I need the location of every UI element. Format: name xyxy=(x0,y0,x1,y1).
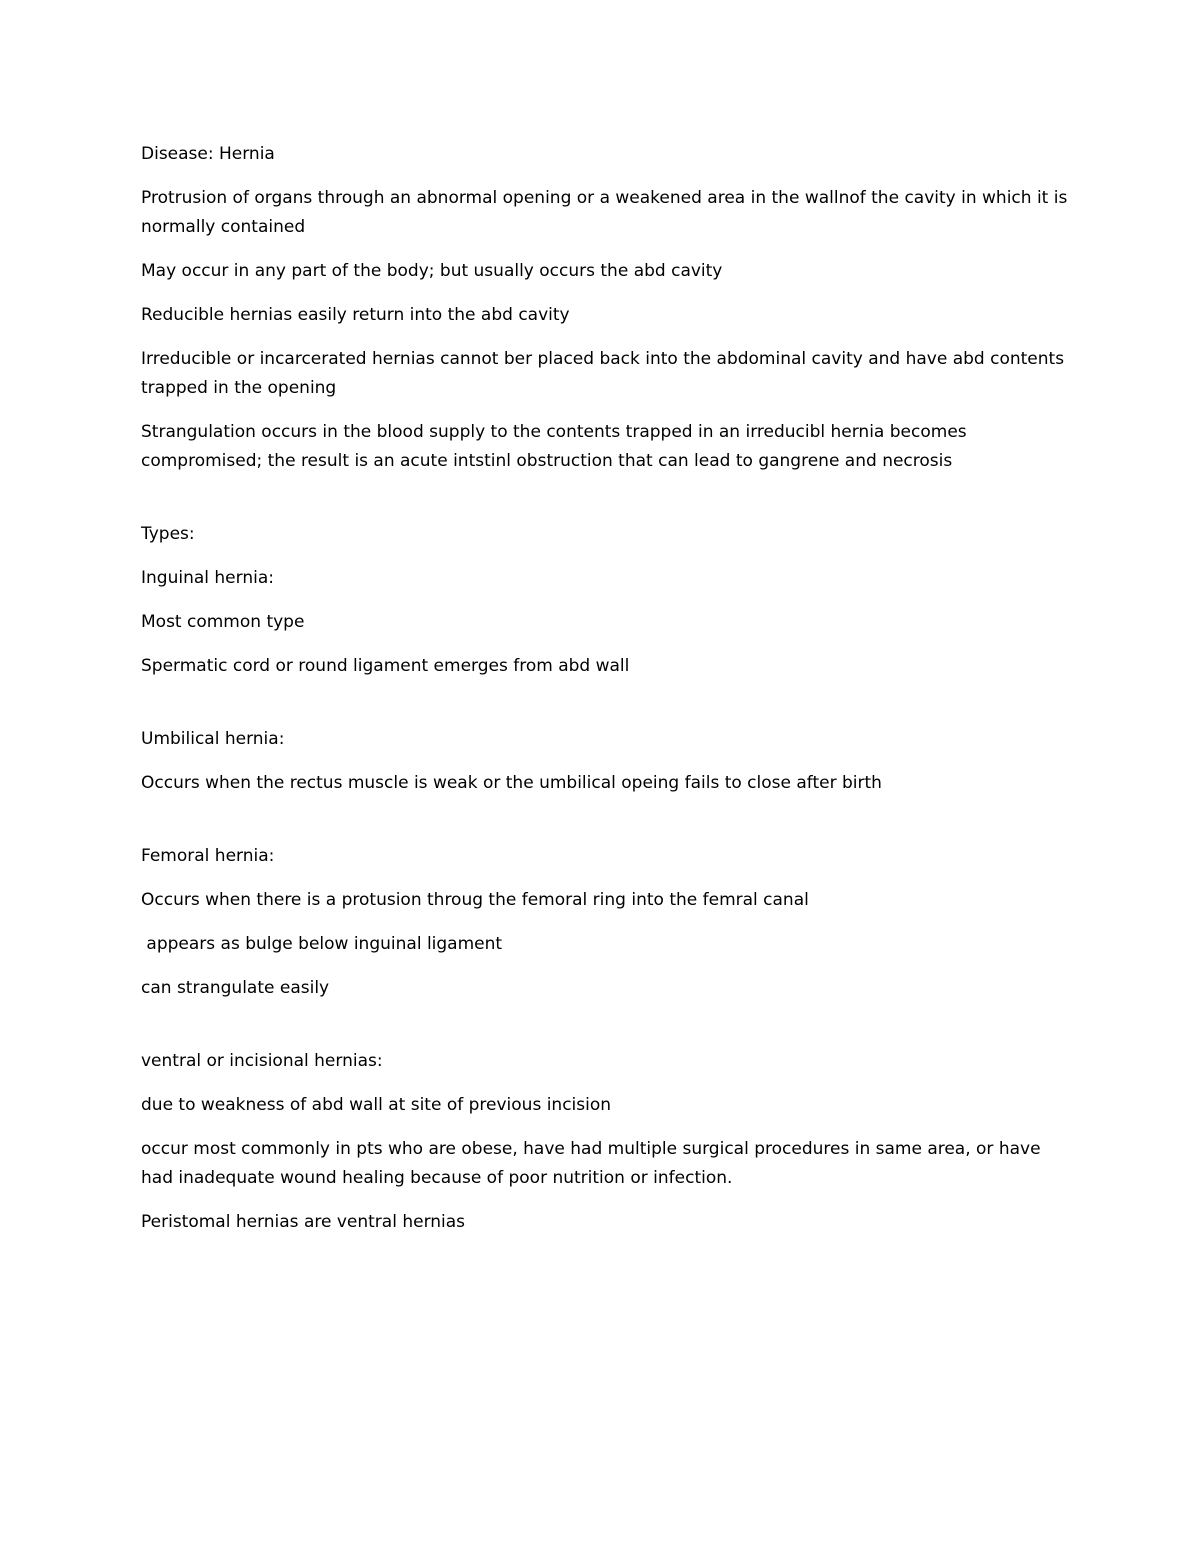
blank-line xyxy=(141,696,1071,725)
paragraph-femoral-strangulate: can strangulate easily xyxy=(141,978,330,998)
paragraph-reducible: Reducible hernias easily return into the abd cavity xyxy=(141,305,570,325)
paragraph-ventral-weakness: due to weakness of abd wall at site of previous incision xyxy=(141,1095,612,1115)
paragraph-femoral-bulge: appears as bulge below inguinal ligament xyxy=(141,934,503,954)
paragraph-definition: Protrusion of organs through an abnormal opening or a weakened area in the wallnof the cavity in which it is normally contained xyxy=(141,188,1073,237)
paragraph-location: May occur in any part of the body; but usually occurs the abd cavity xyxy=(141,261,723,281)
heading-ventral: ventral or incisional hernias: xyxy=(141,1051,383,1071)
document-body xyxy=(141,140,1071,1252)
paragraph-inguinal-cord: Spermatic cord or round ligament emerges from abd wall xyxy=(141,656,630,676)
paragraph-femoral-protrusion: Occurs when there is a protusion throug the femoral ring into the femral canal xyxy=(141,890,809,910)
blank-line xyxy=(141,813,1071,842)
paragraph-peristomal: Peristomal hernias are ventral hernias xyxy=(141,1212,466,1232)
heading-inguinal: Inguinal hernia: xyxy=(141,568,274,588)
paragraph-inguinal-common: Most common type xyxy=(141,612,305,632)
heading-umbilical: Umbilical hernia: xyxy=(141,729,285,749)
heading-disease: Disease: Hernia xyxy=(141,144,275,164)
paragraph-irreducible: Irreducible or incarcerated hernias cannot ber placed back into the abdominal cavity and have abd contents trapped in the opening xyxy=(141,349,1070,398)
paragraph-umbilical: Occurs when the rectus muscle is weak or the umbilical opeing fails to close after birth xyxy=(141,773,882,793)
paragraph-strangulation: Strangulation occurs in the blood supply to the contents trapped in an irreducibl hernia becomes compromised; the result is an acute intstinl obstruction that can lead to gangrene and necrosis xyxy=(141,422,973,471)
heading-types: Types: xyxy=(141,524,195,544)
blank-line xyxy=(141,491,1071,520)
blank-line xyxy=(141,1018,1071,1047)
paragraph-ventral-occurrence: occur most commonly in pts who are obese, have had multiple surgical procedures in same area, or have had inadequate wound healing because of poor nutrition or infection. xyxy=(141,1139,1046,1188)
heading-femoral: Femoral hernia: xyxy=(141,846,275,866)
